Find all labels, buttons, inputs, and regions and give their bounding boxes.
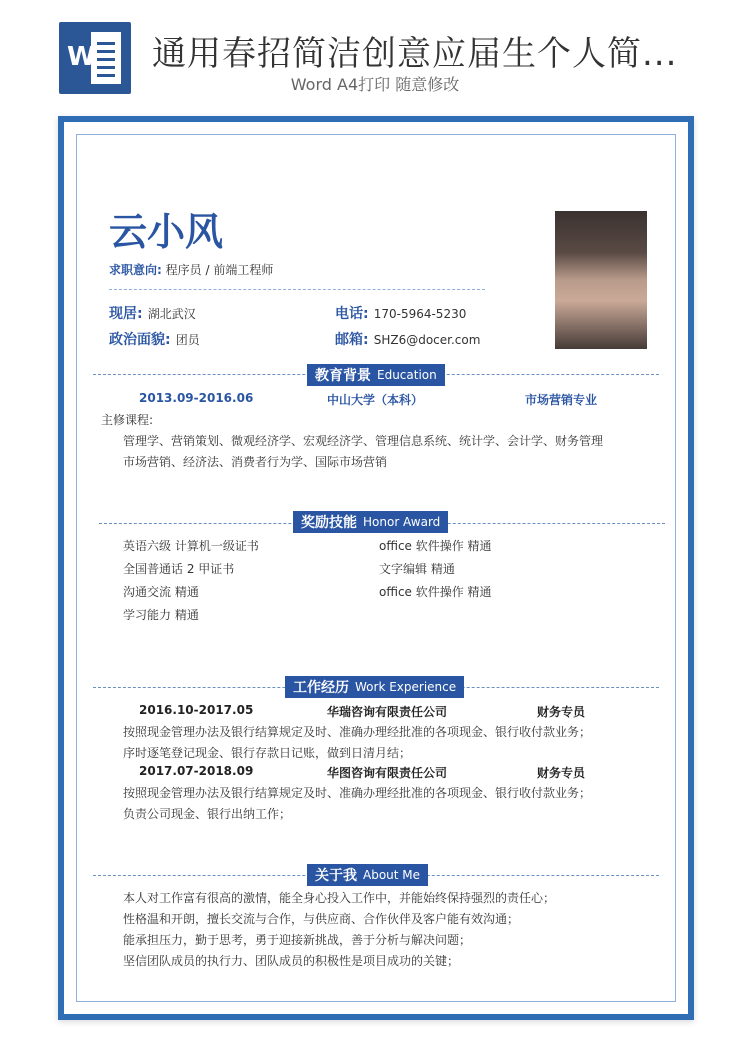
document-title: 通用春招简洁创意应届生个人简... bbox=[152, 34, 678, 74]
honor-item: office 软件操作 精通 bbox=[379, 585, 492, 599]
honor-item: office 软件操作 精通 bbox=[379, 539, 492, 553]
courses-line: 市场营销、经济法、消费者行为学、国际市场营销 bbox=[123, 455, 388, 469]
about-line: 坚信团队成员的执行力、团队成员的积极性是项目成功的关键； bbox=[123, 954, 460, 968]
section-title-cn: 教育背景 bbox=[315, 368, 371, 384]
section-title-en: Honor Award bbox=[363, 515, 441, 529]
honor-item: 沟通交流 精通 bbox=[123, 585, 199, 599]
job-period: 2016.10-2017.05 bbox=[139, 703, 254, 717]
honor-item: 文字编辑 精通 bbox=[379, 562, 455, 576]
section-header-about bbox=[307, 864, 428, 886]
courses-line: 管理学、营销策划、微观经济学、宏观经济学、管理信息系统、统计学、会计学、财务管理 bbox=[123, 434, 604, 448]
honor-item: 全国普通话 2 甲证书 bbox=[123, 562, 235, 576]
job-period: 2017.07-2018.09 bbox=[139, 764, 254, 778]
info-residence bbox=[109, 303, 196, 323]
section-title-cn: 工作经历 bbox=[293, 680, 349, 696]
info-value: SHZ6@docer.com bbox=[373, 333, 481, 347]
section-title-en: Work Experience bbox=[355, 680, 457, 694]
info-value: 湖北武汉 bbox=[147, 307, 196, 321]
job-duty: 序时逐笔登记现金、银行存款日记账，做到日清月结； bbox=[123, 746, 412, 760]
document-subtitle: Word A4打印 随意修改 bbox=[290, 75, 460, 94]
section-title-cn: 关于我 bbox=[315, 868, 357, 884]
info-phone bbox=[335, 303, 466, 323]
section-header-education bbox=[307, 364, 445, 386]
about-line: 能承担压力，勤于思考，勇于迎接新挑战，善于分析与解决问题； bbox=[123, 933, 472, 947]
info-label: 电话: bbox=[335, 306, 369, 322]
job-objective-label: 求职意向: bbox=[109, 263, 162, 277]
section-title-en: About Me bbox=[363, 868, 421, 882]
section-title-en: Education bbox=[377, 368, 437, 382]
job-duty: 按照现金管理办法及银行结算规定及时、准确办理经批准的各项现金、银行收付款业务； bbox=[123, 786, 592, 800]
education-school: 中山大学（本科） bbox=[327, 393, 424, 407]
info-political-status bbox=[109, 329, 200, 349]
courses-label: 主修课程: bbox=[101, 413, 154, 427]
about-line: 性格温和开朗，擅长交流与合作，与供应商、合作伙伴及客户能有效沟通； bbox=[123, 912, 520, 926]
info-value: 团员 bbox=[175, 333, 200, 347]
education-period: 2013.09-2016.06 bbox=[139, 391, 254, 405]
document-header bbox=[0, 0, 750, 110]
job-role: 财务专员 bbox=[537, 705, 586, 719]
info-value: 170-5964-5230 bbox=[373, 307, 467, 321]
job-duty: 按照现金管理办法及银行结算规定及时、准确办理经批准的各项现金、银行收付款业务； bbox=[123, 725, 592, 739]
job-role: 财务专员 bbox=[537, 766, 586, 780]
honor-item: 学习能力 精通 bbox=[123, 608, 199, 622]
job-company: 华图咨询有限责任公司 bbox=[327, 766, 448, 780]
job-duty: 负责公司现金、银行出纳工作； bbox=[123, 807, 292, 821]
about-line: 本人对工作富有很高的激情，能全身心投入工作中，并能始终保持强烈的责任心； bbox=[123, 891, 556, 905]
profile-photo bbox=[555, 211, 647, 349]
resume-sheet bbox=[58, 116, 694, 1020]
word-icon-letter: W bbox=[67, 42, 96, 72]
candidate-name: 云小风 bbox=[109, 210, 224, 254]
honor-item: 英语六级 计算机一级证书 bbox=[123, 539, 259, 553]
job-objective-value: 程序员 / 前端工程师 bbox=[165, 263, 274, 277]
info-label: 政治面貌: bbox=[109, 332, 171, 348]
section-title-cn: 奖励技能 bbox=[301, 515, 357, 531]
section-header-honors bbox=[293, 511, 448, 533]
info-label: 邮箱: bbox=[335, 332, 369, 348]
job-objective bbox=[109, 261, 273, 278]
info-email bbox=[335, 329, 480, 349]
info-label: 现居: bbox=[109, 306, 143, 322]
job-company: 华瑞咨询有限责任公司 bbox=[327, 705, 448, 719]
section-header-work bbox=[285, 676, 464, 698]
education-major: 市场营销专业 bbox=[525, 393, 598, 407]
resume-inner-frame bbox=[76, 134, 676, 1002]
divider bbox=[109, 289, 485, 290]
